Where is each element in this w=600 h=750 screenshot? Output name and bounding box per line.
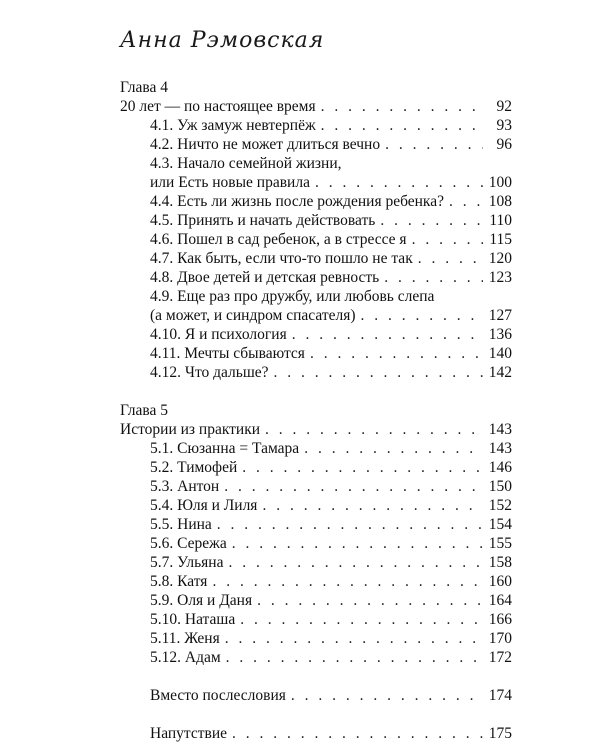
toc-page: 172 bbox=[488, 649, 512, 666]
toc-label: 4.1. Уж замуж невтерпёж bbox=[150, 117, 316, 134]
toc-label: 4.2. Ничто не может длиться вечно bbox=[150, 136, 381, 153]
toc-label: 4.11. Мечты сбываются bbox=[150, 345, 305, 362]
toc-page: 174 bbox=[488, 687, 512, 704]
toc-label: 5.7. Ульяна bbox=[150, 554, 224, 571]
leader-dots bbox=[265, 420, 483, 439]
toc-page: 158 bbox=[488, 554, 512, 571]
toc-page: 120 bbox=[488, 250, 512, 267]
leader-dots bbox=[212, 572, 483, 591]
leader-dots bbox=[291, 686, 483, 705]
leader-dots bbox=[224, 477, 483, 496]
toc-entry-5-5[interactable] bbox=[120, 515, 512, 534]
toc-entry-5-3[interactable] bbox=[120, 477, 512, 496]
toc-page: 110 bbox=[489, 212, 512, 229]
toc-label: 4.10. Я и психология bbox=[150, 326, 287, 343]
toc-entry-4-4[interactable] bbox=[120, 192, 512, 211]
toc-label: или Есть новые правила bbox=[150, 174, 310, 191]
toc-label: 5.12. Адам bbox=[150, 649, 221, 666]
toc-page: 155 bbox=[488, 535, 512, 552]
toc-page: 143 bbox=[488, 421, 512, 438]
toc-page: 100 bbox=[488, 174, 512, 191]
leader-dots bbox=[225, 629, 483, 648]
toc-label: Истории из практики bbox=[120, 421, 261, 438]
leader-dots bbox=[315, 173, 483, 192]
leader-dots bbox=[321, 116, 483, 135]
toc-entry-5-4[interactable] bbox=[120, 496, 512, 515]
toc-page: 142 bbox=[488, 364, 512, 381]
leader-dots bbox=[232, 724, 483, 743]
toc-entry-4-8[interactable] bbox=[120, 268, 512, 287]
toc-page: 92 bbox=[496, 98, 512, 115]
toc-label: 4.12. Что дальше? bbox=[150, 364, 269, 381]
toc-page: 160 bbox=[488, 573, 512, 590]
toc-entry-4-2[interactable] bbox=[120, 135, 512, 154]
toc-label: 4.6. Пошел в сад ребенок, а в стрессе я bbox=[150, 231, 407, 248]
toc-page: 154 bbox=[488, 516, 512, 533]
toc-page: 143 bbox=[488, 440, 512, 457]
toc-page: 175 bbox=[488, 725, 512, 742]
toc-entry-4-9[interactable] bbox=[120, 306, 512, 325]
toc-entry-4-11[interactable] bbox=[120, 344, 512, 363]
leader-dots bbox=[310, 344, 483, 363]
leader-dots bbox=[240, 610, 483, 629]
toc-page: 127 bbox=[488, 307, 512, 324]
toc-entry-5-11[interactable] bbox=[120, 629, 512, 648]
leader-dots bbox=[262, 496, 483, 515]
toc-entry-5-7[interactable] bbox=[120, 553, 512, 572]
leader-dots bbox=[361, 306, 483, 325]
toc-label: 5.8. Катя bbox=[150, 573, 208, 590]
toc-page: 150 bbox=[488, 478, 512, 495]
toc-entry-5-8[interactable] bbox=[120, 572, 512, 591]
toc-label: 4.4. Есть ли жизнь после рождения ребенка? bbox=[150, 193, 444, 210]
toc-label: 5.4. Юля и Лиля bbox=[150, 497, 258, 514]
leader-dots bbox=[292, 325, 483, 344]
toc-page: 115 bbox=[489, 231, 512, 248]
toc-entry-4-6[interactable] bbox=[120, 230, 512, 249]
leader-dots bbox=[217, 515, 483, 534]
leader-dots bbox=[321, 97, 483, 116]
leader-dots bbox=[232, 534, 483, 553]
toc-label: 5.5. Нина bbox=[150, 516, 212, 533]
toc-page: 170 bbox=[488, 630, 512, 647]
toc-entry-5-6[interactable] bbox=[120, 534, 512, 553]
chapter-5-title: Глава 5 bbox=[120, 402, 169, 419]
toc-entry-parting-word[interactable] bbox=[120, 724, 512, 743]
chapter-5-heading[interactable] bbox=[120, 420, 512, 439]
toc-page: 146 bbox=[488, 459, 512, 476]
toc-label: 5.11. Женя bbox=[150, 630, 220, 647]
toc-entry-4-5[interactable] bbox=[120, 211, 512, 230]
toc-page: 152 bbox=[488, 497, 512, 514]
toc-label: 20 лет — по настоящее время bbox=[120, 98, 316, 115]
chapter-4-title: Глава 4 bbox=[120, 79, 169, 96]
toc-label: 5.1. Сюзанна = Тамара bbox=[150, 440, 300, 457]
leader-dots bbox=[226, 648, 483, 667]
toc-page: 123 bbox=[488, 269, 512, 286]
toc-label: 5.3. Антон bbox=[150, 478, 220, 495]
toc-label: (а может, и синдром спасателя) bbox=[150, 307, 356, 324]
toc-entry-4-9-line1[interactable]: 4.9. Еще раз про дружбу, или любовь слепа bbox=[150, 288, 435, 305]
spacer bbox=[120, 382, 512, 401]
toc-entry-4-3-line1[interactable]: 4.3. Начало семейной жизни, bbox=[150, 155, 342, 172]
toc-entry-5-12[interactable] bbox=[120, 648, 512, 667]
toc-entry-4-1[interactable] bbox=[120, 116, 512, 135]
toc-label: 4.5. Принять и начать действовать bbox=[150, 212, 376, 229]
spacer bbox=[120, 667, 512, 686]
toc-page: 166 bbox=[488, 611, 512, 628]
toc-label: 5.9. Оля и Даня bbox=[150, 592, 253, 609]
toc-label: Вместо послесловия bbox=[150, 687, 286, 704]
leader-dots bbox=[380, 211, 483, 230]
leader-dots bbox=[257, 591, 483, 610]
toc-entry-5-10[interactable] bbox=[120, 610, 512, 629]
leader-dots bbox=[412, 230, 483, 249]
toc-entry-5-1[interactable] bbox=[120, 439, 512, 458]
toc-page: 164 bbox=[488, 592, 512, 609]
leader-dots bbox=[418, 249, 483, 268]
toc-label: 4.8. Двое детей и детская ревность bbox=[150, 269, 380, 286]
leader-dots bbox=[242, 458, 483, 477]
leader-dots bbox=[449, 192, 483, 211]
toc-label: 5.10. Наташа bbox=[150, 611, 236, 628]
leader-dots bbox=[385, 135, 483, 154]
author-name: Анна Рэмовская bbox=[120, 28, 325, 53]
toc-entry-5-9[interactable] bbox=[120, 591, 512, 610]
toc-label: Напутствие bbox=[150, 725, 228, 742]
toc-entry-4-3[interactable] bbox=[120, 173, 512, 192]
table-of-contents bbox=[120, 78, 512, 743]
toc-entry-4-12[interactable] bbox=[120, 363, 512, 382]
toc-label: 4.7. Как быть, если что-то пошло не так bbox=[150, 250, 413, 267]
toc-label: 5.6. Сережа bbox=[150, 535, 227, 552]
toc-entry-5-2[interactable] bbox=[120, 458, 512, 477]
leader-dots bbox=[228, 553, 483, 572]
toc-entry-4-10[interactable] bbox=[120, 325, 512, 344]
chapter-4-heading[interactable] bbox=[120, 97, 512, 116]
toc-page: 136 bbox=[488, 326, 512, 343]
toc-entry-4-7[interactable] bbox=[120, 249, 512, 268]
toc-page: 93 bbox=[496, 117, 512, 134]
toc-label: 5.2. Тимофей bbox=[150, 459, 238, 476]
toc-page: 96 bbox=[496, 136, 512, 153]
toc-page: 140 bbox=[488, 345, 512, 362]
toc-page: 108 bbox=[488, 193, 512, 210]
toc-entry-afterword[interactable] bbox=[120, 686, 512, 705]
leader-dots bbox=[384, 268, 483, 287]
spacer bbox=[120, 705, 512, 724]
leader-dots bbox=[304, 439, 483, 458]
leader-dots bbox=[274, 363, 483, 382]
